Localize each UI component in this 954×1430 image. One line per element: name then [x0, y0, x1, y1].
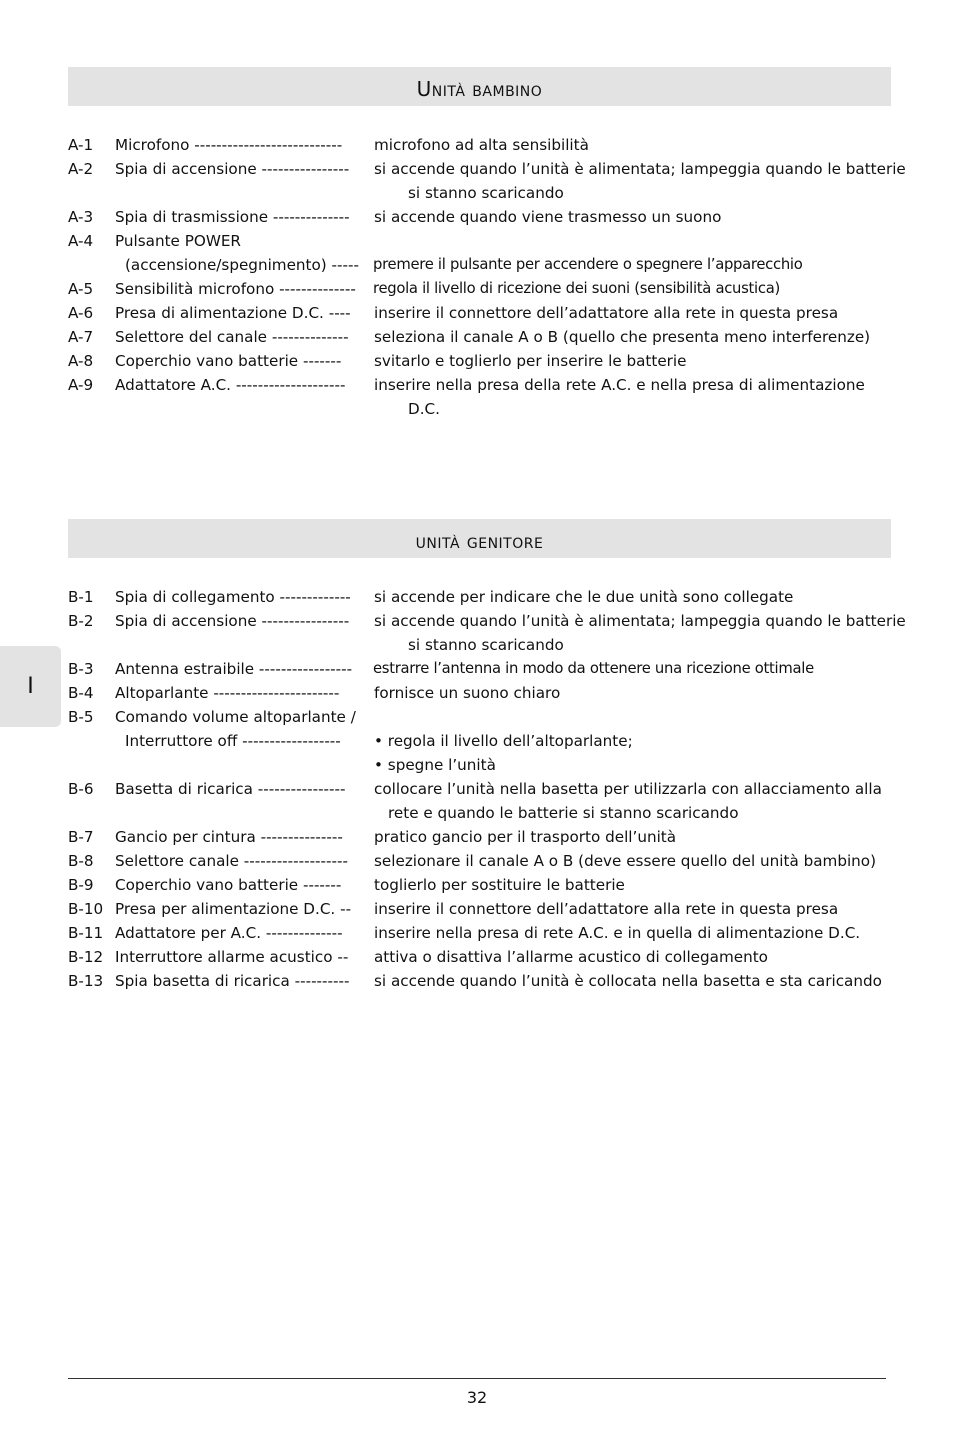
item-name: Adattatore per A.C. --------------: [115, 924, 343, 942]
item-description: microfono ad alta sensibilità: [374, 136, 589, 154]
list-item: [68, 157, 906, 181]
item-description: • regola il livello dell’altoparlante;: [374, 732, 633, 750]
item-name: Pulsante POWER: [115, 232, 241, 250]
list-item-continuation: [68, 801, 898, 825]
item-description: si accende per indicare che le due unità sono collegate: [374, 588, 794, 606]
item-description: inserire il connettore dell’adattatore alla rete in questa presa: [374, 900, 839, 918]
list-item: [68, 373, 898, 397]
item-name: Antenna estraibile -----------------: [115, 660, 353, 678]
item-code: B-8: [68, 852, 94, 870]
item-description: D.C.: [408, 400, 440, 418]
item-code: A-9: [68, 376, 94, 394]
list-item: [68, 609, 906, 633]
item-code: A-7: [68, 328, 94, 346]
item-description: regola il livello di ricezione dei suoni (sensibilità acustica): [373, 280, 780, 297]
item-name: Interruttore off ------------------: [125, 732, 341, 750]
item-description: rete e quando le batterie si stanno scaricando: [388, 804, 739, 822]
item-description: fornisce un suono chiaro: [374, 684, 561, 702]
item-description: inserire nella presa di rete A.C. e in quella di alimentazione D.C.: [374, 924, 861, 942]
item-description: si stanno scaricando: [408, 184, 564, 202]
item-code: A-4: [68, 232, 94, 250]
list-item: [68, 277, 898, 301]
baby-unit-list: [68, 133, 906, 421]
list-item-continuation: [68, 253, 898, 277]
item-code: B-1: [68, 588, 94, 606]
item-code: A-2: [68, 160, 94, 178]
list-item: [68, 681, 898, 705]
item-code: B-5: [68, 708, 94, 726]
item-description: inserire nella presa della rete A.C. e nella presa di alimentazione: [374, 376, 865, 394]
list-item: [68, 777, 898, 801]
list-item: [68, 921, 898, 945]
item-name: Spia basetta di ricarica ----------: [115, 972, 350, 990]
item-code: A-3: [68, 208, 94, 226]
item-name: Altoparlante -----------------------: [115, 684, 340, 702]
item-description: toglierlo per sostituire le batterie: [374, 876, 625, 894]
item-name: Adattatore A.C. --------------------: [115, 376, 346, 394]
list-item: [68, 585, 898, 609]
item-code: B-3: [68, 660, 94, 678]
item-description: inserire il connettore dell’adattatore alla rete in questa presa: [374, 304, 839, 322]
item-description: si accende quando l’unità è collocata nella basetta e sta caricando: [374, 972, 882, 990]
item-description: seleziona il canale A o B (quello che presenta meno interferenze): [374, 328, 871, 346]
footer-divider: [68, 1378, 886, 1379]
item-description: estrarre l’antenna in modo da ottenere una ricezione ottimale: [373, 660, 814, 677]
item-name: Selettore canale -------------------: [115, 852, 348, 870]
item-description: si accende quando viene trasmesso un suono: [374, 208, 722, 226]
list-item: [68, 325, 898, 349]
list-item: [68, 205, 898, 229]
item-code: B-9: [68, 876, 94, 894]
item-name: Gancio per cintura ---------------: [115, 828, 343, 846]
item-name: Sensibilità microfono --------------: [115, 280, 356, 298]
item-code: B-10: [68, 900, 104, 918]
list-item: [68, 825, 898, 849]
item-description: attiva o disattiva l’allarme acustico di collegamento: [374, 948, 768, 966]
item-name: Interruttore allarme acustico --: [115, 948, 349, 966]
list-item-continuation: [68, 397, 898, 421]
item-code: B-12: [68, 948, 104, 966]
item-description: premere il pulsante per accendere o spegnere l’apparecchio: [373, 256, 803, 273]
item-name: Spia di accensione ----------------: [115, 160, 350, 178]
list-item: [68, 873, 898, 897]
item-name: Basetta di ricarica ----------------: [115, 780, 346, 798]
item-code: A-6: [68, 304, 94, 322]
item-code: B-6: [68, 780, 94, 798]
item-name: Spia di trasmissione --------------: [115, 208, 350, 226]
item-description: si accende quando l’unità è alimentata; lampeggia quando le batterie: [374, 160, 906, 178]
item-code: B-13: [68, 972, 104, 990]
item-name: Coperchio vano batterie -------: [115, 876, 342, 894]
list-item-continuation: [68, 729, 898, 753]
section-header-parent-unit: [68, 519, 891, 558]
item-description: selezionare il canale A o B (deve essere quello del unità bambino): [374, 852, 877, 870]
list-item: [68, 945, 898, 969]
list-item: [68, 849, 898, 873]
item-description: collocare l’unità nella basetta per utilizzarla con allacciamento alla: [374, 780, 882, 798]
item-code: B-11: [68, 924, 104, 942]
item-name: Comando volume altoparlante /: [115, 708, 356, 726]
item-description: si accende quando l’unità è alimentata; lampeggia quando le batterie: [374, 612, 906, 630]
item-description: svitarlo e toglierlo per inserire le batterie: [374, 352, 687, 370]
item-name: Presa per alimentazione D.C. --: [115, 900, 352, 918]
item-code: B-7: [68, 828, 94, 846]
item-code: A-8: [68, 352, 94, 370]
list-item: [68, 301, 898, 325]
list-item: [68, 133, 898, 157]
item-name: Microfono ---------------------------: [115, 136, 343, 154]
section-header-baby-unit: [68, 67, 891, 106]
item-description: • spegne l’unità: [374, 756, 496, 774]
list-item: [68, 897, 898, 921]
item-code: B-4: [68, 684, 94, 702]
section-title: unità genitore: [415, 528, 544, 553]
list-item: [68, 657, 898, 681]
list-item-continuation: [68, 181, 898, 205]
item-code: A-5: [68, 280, 94, 298]
language-tab: [0, 646, 61, 727]
item-description: si stanno scaricando: [408, 636, 564, 654]
list-item: [68, 229, 898, 253]
item-name: Spia di collegamento -------------: [115, 588, 351, 606]
list-item: [68, 705, 898, 729]
section-title: Unità bambino: [416, 76, 543, 101]
parent-unit-list: [68, 585, 906, 993]
item-name: Coperchio vano batterie -------: [115, 352, 342, 370]
item-code: A-1: [68, 136, 94, 154]
list-item: [68, 349, 898, 373]
item-name: Presa di alimentazione D.C. ----: [115, 304, 351, 322]
language-tab-label: I: [27, 674, 34, 699]
item-name: Selettore del canale --------------: [115, 328, 349, 346]
list-item: [68, 969, 898, 993]
list-item-continuation: [68, 753, 898, 777]
list-item-continuation: [68, 633, 898, 657]
item-name: (accensione/spegnimento) -----: [125, 256, 359, 274]
page-number: 32: [466, 1388, 488, 1407]
item-code: B-2: [68, 612, 94, 630]
item-name: Spia di accensione ----------------: [115, 612, 350, 630]
item-description: pratico gancio per il trasporto dell’unità: [374, 828, 677, 846]
